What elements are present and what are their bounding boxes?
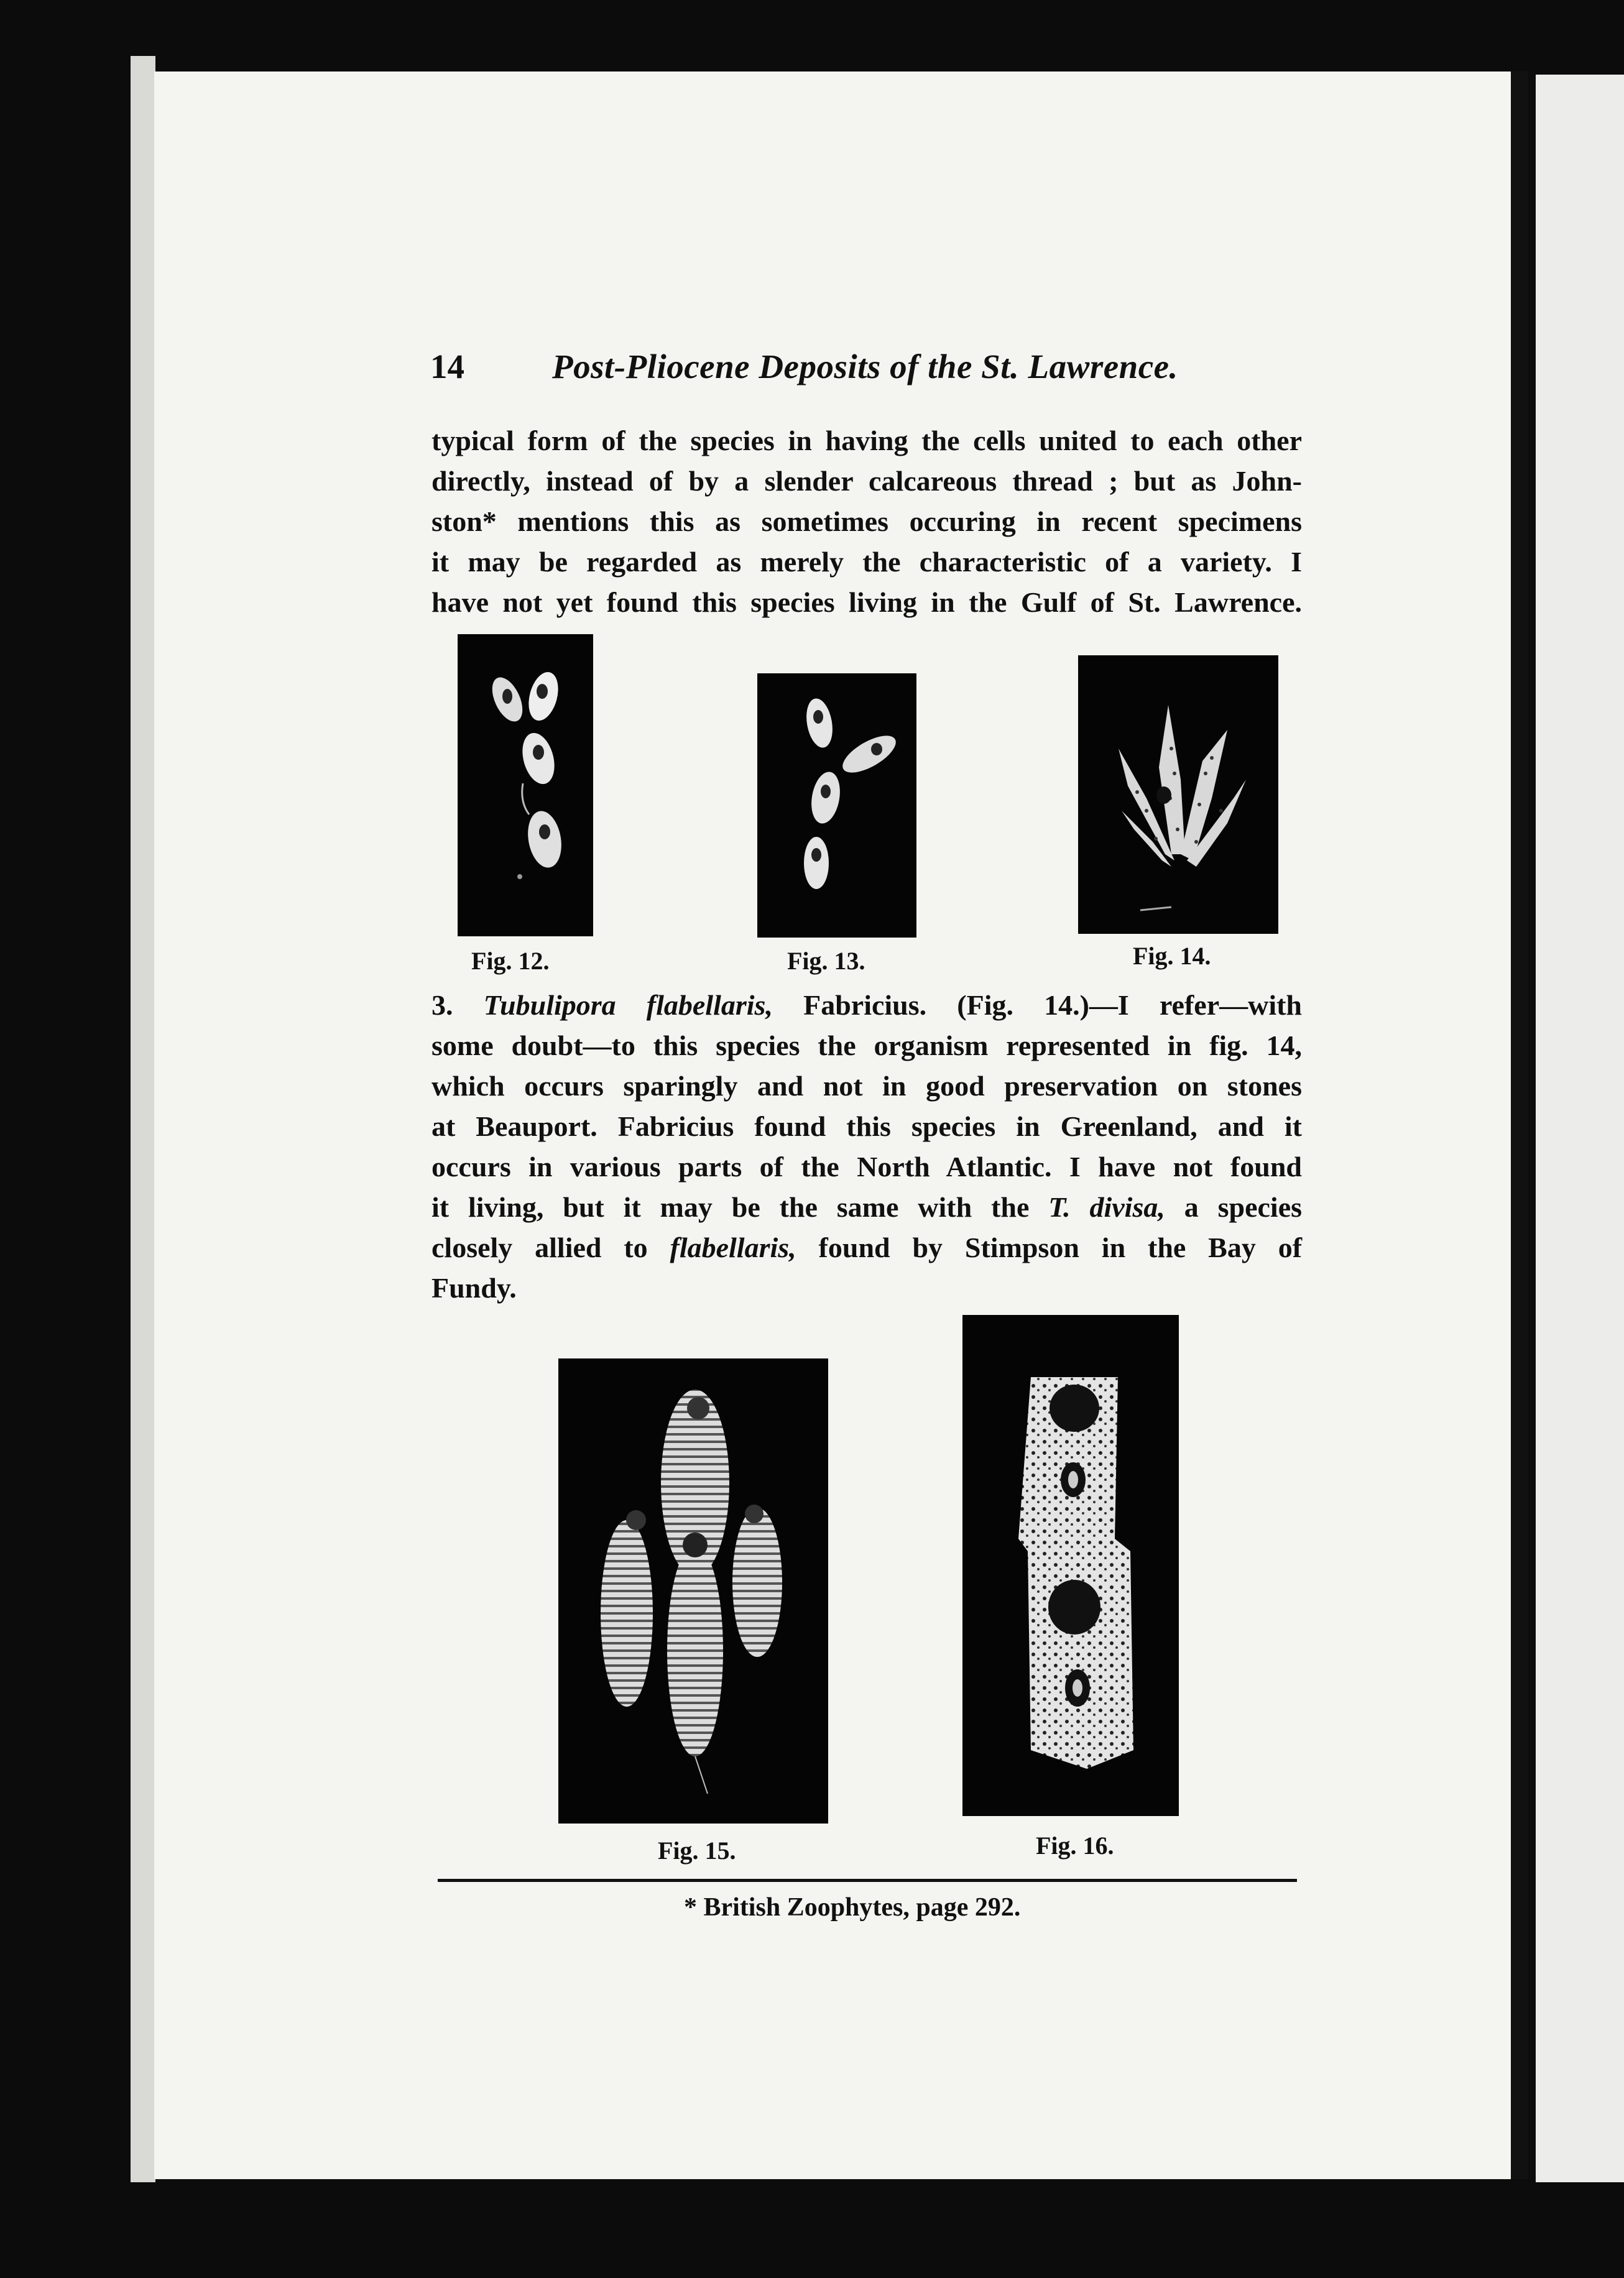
text-line: directly, instead of by a slender calcareous thread ; but as John- <box>431 465 1302 497</box>
text-line: have not yet found this species living in the Gulf of St. Lawrence. <box>431 586 1302 618</box>
text-fragment: closely allied to <box>431 1232 648 1263</box>
text-fragment: Fabricius. (Fig. 14.)—I refer—with <box>803 989 1303 1021</box>
figure-13-caption: Fig. 13. <box>787 947 865 975</box>
figure-13-engraving <box>757 673 916 938</box>
text-line: Fundy. <box>431 1272 517 1304</box>
text-line: which occurs sparingly and not in good preservation on stones <box>431 1070 1302 1102</box>
footnote-rule <box>438 1879 1297 1882</box>
species-number: 3. <box>431 989 453 1021</box>
figure-15-caption: Fig. 15. <box>658 1837 736 1865</box>
text-line: occurs in various parts of the North Atlantic. I have not found <box>431 1151 1302 1183</box>
paragraph-1 <box>431 420 1302 622</box>
adjacent-page-strip <box>1536 75 1624 2182</box>
book-spine <box>1511 71 1528 2179</box>
page-number: 14 <box>430 348 464 385</box>
figure-15-engraving <box>558 1358 828 1824</box>
text-line: some doubt—to this species the organism represented in fig. 14, <box>431 1030 1302 1061</box>
text-fragment: it living, but it may be the same with the <box>431 1191 1030 1223</box>
paragraph-2 <box>431 985 1302 1308</box>
species-name: flabellaris, <box>670 1232 796 1263</box>
text-fragment: found by Stimpson in the Bay of <box>818 1232 1303 1263</box>
text-line: typical form of the species in having the cells united to each other <box>431 425 1302 456</box>
running-title: Post-Pliocene Deposits of the St. Lawrence. <box>552 348 1178 385</box>
figure-14-caption: Fig. 14. <box>1133 942 1211 970</box>
footnote: * British Zoophytes, page 292. <box>684 1893 1021 1922</box>
species-name: T. divisa, <box>1048 1191 1165 1223</box>
text-line <box>431 985 1302 1025</box>
text-line <box>431 1187 1302 1227</box>
text-line <box>431 1227 1302 1268</box>
text-fragment: a species <box>1184 1191 1303 1223</box>
species-name: Tubulipora flabellaris, <box>483 989 773 1021</box>
text-line: at Beauport. Fabricius found this species in Greenland, and it <box>431 1110 1302 1142</box>
figure-16-caption: Fig. 16. <box>1036 1832 1114 1860</box>
page-edge <box>131 56 155 2182</box>
text-line: it may be regarded as merely the characteristic of a variety. I <box>431 546 1302 578</box>
figure-14-engraving <box>1078 655 1278 934</box>
text-line: ston* mentions this as sometimes occuring in recent specimens <box>431 505 1302 537</box>
figure-12-caption: Fig. 12. <box>471 947 550 975</box>
figure-16-engraving <box>962 1315 1179 1816</box>
figure-12-engraving <box>458 634 593 936</box>
